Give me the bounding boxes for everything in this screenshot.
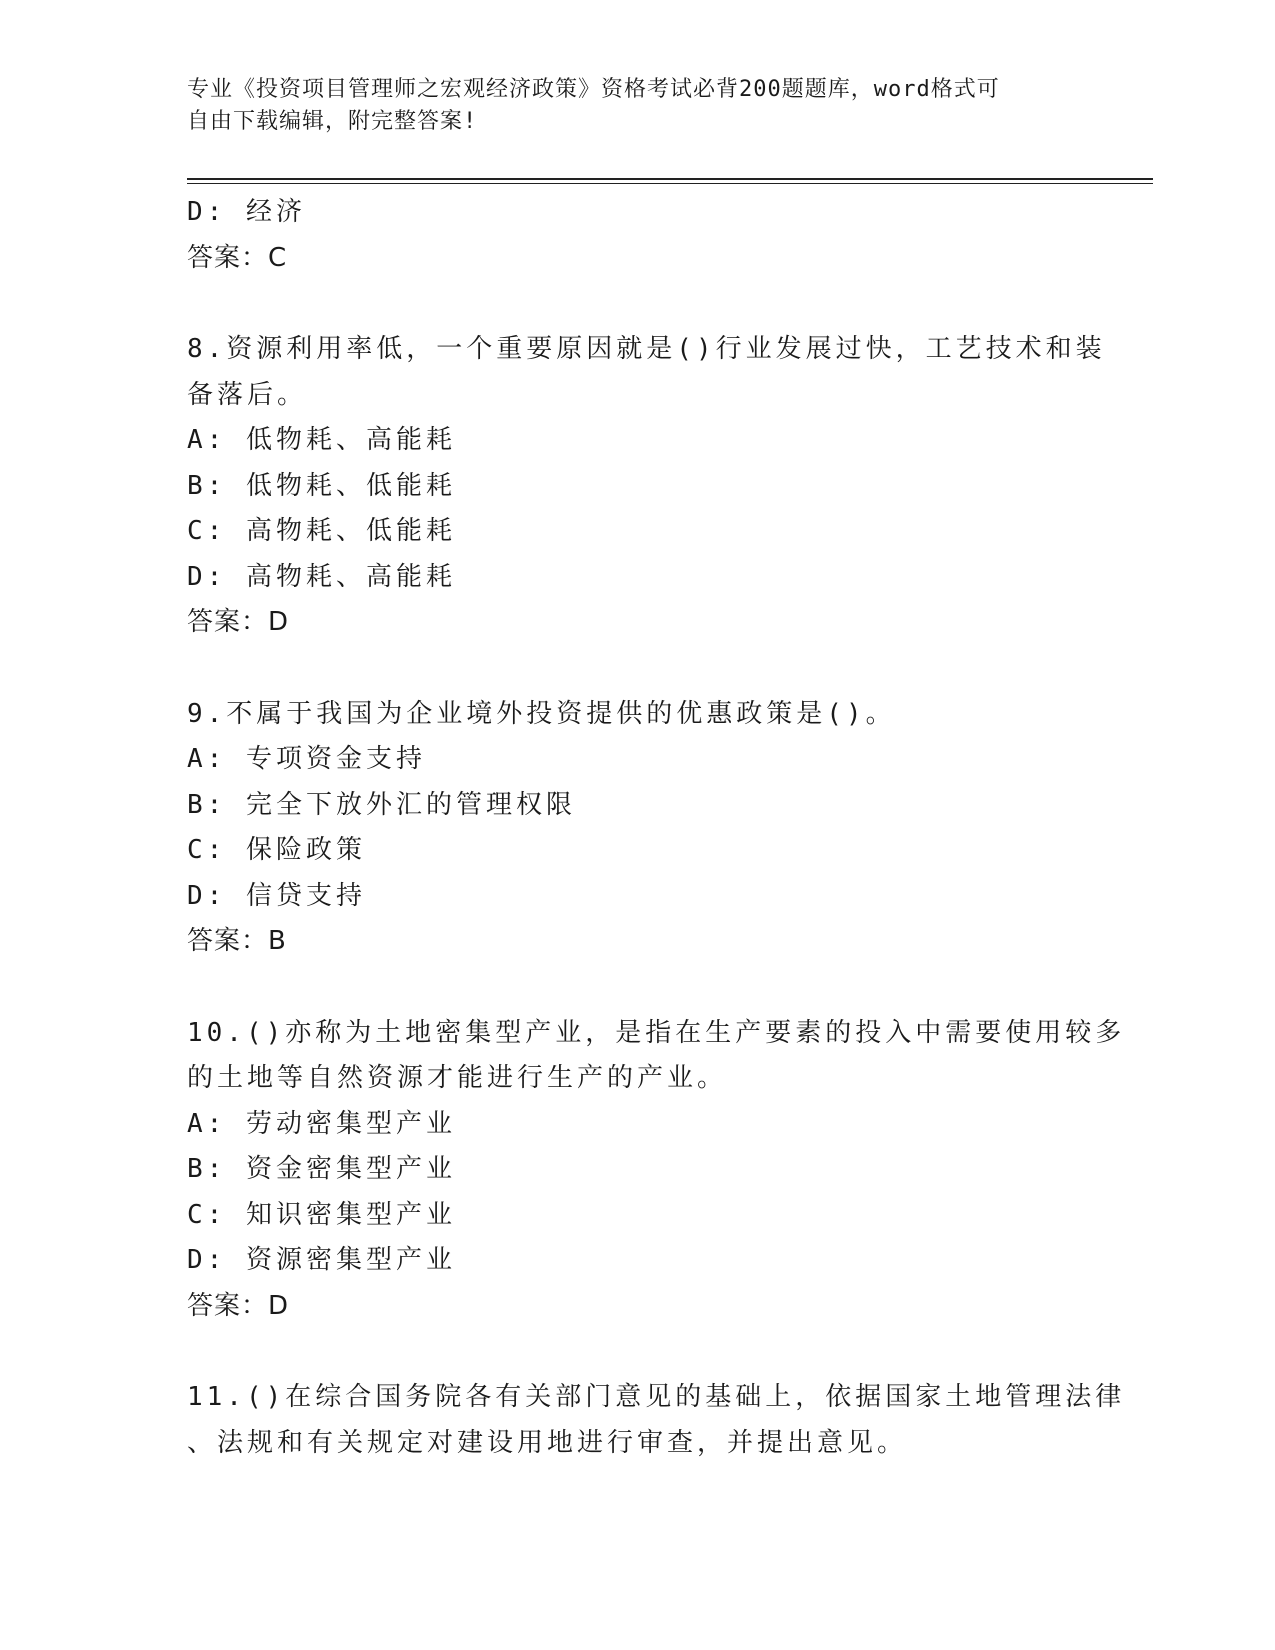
question-stem-cont: 、法规和有关规定对建设用地进行审查，并提出意见。 (187, 1427, 908, 1458)
option-c: C: 知识密集型产业 (187, 1199, 456, 1230)
answer-line: 答案：D (187, 1290, 290, 1321)
option-b: B: 低物耗、低能耗 (187, 470, 456, 501)
question-stem: 9.不属于我国为企业境外投资提供的优惠政策是()。 (187, 698, 896, 729)
question-stem-cont: 备落后。 (187, 379, 308, 410)
answer-line: 答案：B (187, 926, 287, 956)
header-rule-thin (187, 183, 1153, 184)
question-8 (187, 327, 1106, 646)
option-a: A: 专项资金支持 (187, 744, 426, 774)
option-c: C: 保险政策 (187, 835, 366, 865)
answer-line: 答案：D (187, 607, 290, 637)
option-b: B: 资金密集型产业 (187, 1154, 456, 1184)
question-stem: 8.资源利用率低，一个重要原因就是()行业发展过快，工艺技术和装 (187, 334, 1106, 364)
option-a: A: 低物耗、高能耗 (187, 425, 456, 455)
document-header (187, 74, 1087, 138)
option-d: D: 信贷支持 (187, 880, 366, 911)
header-line-1: 专业《投资项目管理师之宏观经济政策》资格考试必背200题题库，word格式可 (187, 77, 1000, 102)
header-rule-thick (187, 178, 1153, 180)
option-d: D: 经济 (187, 197, 306, 227)
question-stem: 10.()亦称为土地密集型产业，是指在生产要素的投入中需要使用较多 (187, 1017, 1126, 1048)
option-d: D: 资源密集型产业 (187, 1245, 456, 1275)
option-b: B: 完全下放外汇的管理权限 (187, 789, 576, 820)
answer-line: 答案：C (187, 242, 288, 273)
question-10 (187, 1011, 1126, 1330)
question-11 (187, 1375, 1126, 1466)
option-d: D: 高物耗、高能耗 (187, 561, 456, 592)
question-stem-cont: 的土地等自然资源才能进行生产的产业。 (187, 1063, 728, 1093)
question-7-tail (187, 190, 1087, 281)
option-c: C: 高物耗、低能耗 (187, 516, 456, 546)
option-a: A: 劳动密集型产业 (187, 1108, 456, 1139)
question-list (187, 190, 1126, 1466)
question-stem: 11.()在综合国务院各有关部门意见的基础上，依据国家土地管理法律 (187, 1382, 1126, 1412)
question-9 (187, 692, 1087, 965)
header-line-2: 自由下载编辑，附完整答案! (187, 109, 478, 134)
